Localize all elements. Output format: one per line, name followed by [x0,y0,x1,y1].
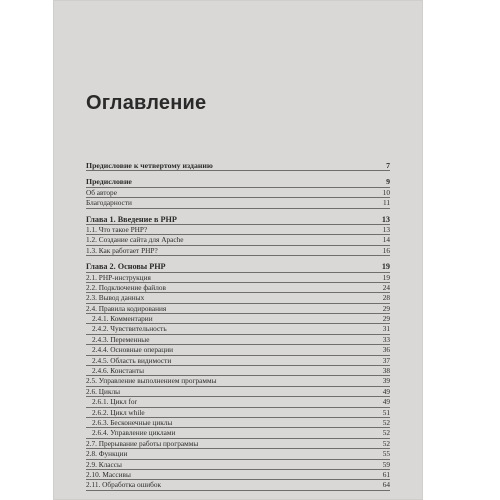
toc-page-number: 36 [382,345,390,355]
toc-page-number: 13 [381,214,390,224]
toc-chapter-row[interactable] [86,262,390,272]
toc-entry-title: Предисловие к четвертому изданию [86,160,213,170]
toc-page-number: 52 [382,417,390,427]
toc-entry-row[interactable] [86,428,390,438]
toc-page-number: 39 [382,376,390,386]
toc-entry-title: Благодарности [86,198,132,208]
toc-entry-row[interactable] [86,283,390,293]
toc-entry-row[interactable] [86,387,390,397]
toc-heading: Оглавление [86,92,207,114]
toc-page-number: 61 [382,469,390,479]
toc-entry-title: 2.4.1. Комментарии [92,314,153,324]
toc-chapter-row[interactable] [86,161,390,171]
toc-page-number: 33 [382,334,390,344]
toc-entry-title: 2.2. Подключение файлов [86,282,166,292]
toc-entry-row[interactable] [86,408,390,418]
toc-entry-row[interactable] [86,198,390,208]
toc-page-number: 64 [382,480,390,490]
toc-page-number: 10 [382,187,390,197]
toc-page-number: 37 [382,355,390,365]
toc-entry-row[interactable] [86,314,390,324]
toc-entry-title: 1.2. Создание сайта для Apache [86,235,184,245]
toc-page-number: 19 [382,272,390,282]
toc-entry-row[interactable] [86,366,390,376]
toc-entry-title: 2.4.6. Константы [92,366,145,376]
toc-entry-row[interactable] [86,324,390,334]
toc-page-number: 13 [382,224,390,234]
toc-page-number: 49 [382,397,390,407]
toc-entry-title: 1.1. Что такое PHP? [86,224,148,234]
toc-page-number: 7 [386,160,390,170]
toc-entry-title: 2.3. Вывод данных [86,293,145,303]
toc-entry-row[interactable] [86,356,390,366]
toc-entry-title: 2.4.4. Основные операции [92,345,174,355]
toc-entry-row[interactable] [86,460,390,470]
toc-entry-row[interactable] [86,376,390,386]
toc-entry-title: 2.10. Массивы [86,469,131,479]
toc-page-number: 11 [382,198,390,208]
toc-entry-row[interactable] [86,480,390,490]
toc-entry-title: Глава 2. Основы PHP [86,262,166,272]
toc-entry-row[interactable] [86,293,390,303]
toc-page-number: 52 [382,438,390,448]
toc-page-number: 31 [382,324,390,334]
toc-page-number: 52 [382,428,390,438]
toc-entry-row[interactable] [86,470,390,480]
toc-entry-row[interactable] [86,449,390,459]
toc-entry-title: 2.7. Прерывание работы программы [86,438,199,448]
toc-entry-row[interactable] [86,335,390,345]
toc-chapter-row[interactable] [86,177,390,187]
toc-entry-row[interactable] [86,304,390,314]
toc-entry-title: Об авторе [86,187,117,197]
toc-page-number: 38 [382,366,390,376]
toc-page-number: 19 [381,262,390,272]
toc-entry-title: 2.4.5. Область видимости [92,355,172,365]
toc-page-number: 29 [382,314,390,324]
toc-entry-title: 2.4.3. Переменные [92,334,150,344]
toc-page-number: 24 [382,282,390,292]
toc-page-number: 49 [382,386,390,396]
toc-entry-title: 2.6.4. Управление циклами [92,428,176,438]
toc-entry-title: 2.11. Обработка ошибок [86,480,162,490]
toc-entry-row[interactable] [86,235,390,245]
toc-entry-title: 2.6.3. Бесконечные циклы [92,417,173,427]
book-page [53,0,423,500]
toc-chapter-row[interactable] [86,215,390,225]
toc-page-number: 16 [382,245,390,255]
toc-entry-row[interactable] [86,188,390,198]
toc-entry-title: 1.3. Как работает PHP? [86,245,158,255]
toc-entry-title: 2.8. Функции [86,449,128,459]
toc-entry-title: 2.1. PHP-инструкция [86,272,151,282]
toc-entry-title: Глава 1. Введение в PHP [86,214,177,224]
toc-entry-row[interactable] [86,397,390,407]
toc-entry-row[interactable] [86,418,390,428]
toc-entry-title: 2.4. Правила кодирования [86,303,167,313]
toc-entry-row[interactable] [86,246,390,256]
toc-entry-title: 2.5. Управление выполнением программы [86,376,217,386]
toc-page-number: 51 [382,407,390,417]
toc-page-number: 9 [386,177,390,187]
toc-entry-title: Предисловие [86,177,132,187]
toc-entry-row[interactable] [86,439,390,449]
toc-entry-title: 2.9. Классы [86,459,122,469]
toc-entry-row[interactable] [86,273,390,283]
toc-page-number: 28 [382,293,390,303]
table-of-contents [86,161,390,491]
toc-entry-title: 2.6. Циклы [86,386,121,396]
toc-page-number: 59 [382,459,390,469]
toc-entry-title: 2.6.1. Цикл for [92,397,137,407]
toc-page-number: 29 [382,303,390,313]
toc-entry-title: 2.4.2. Чувствительность [92,324,167,334]
toc-entry-row[interactable] [86,345,390,355]
toc-entry-title: 2.6.2. Цикл while [92,407,145,417]
toc-entry-row[interactable] [86,225,390,235]
toc-page-number: 14 [382,235,390,245]
toc-page-number: 55 [382,449,390,459]
